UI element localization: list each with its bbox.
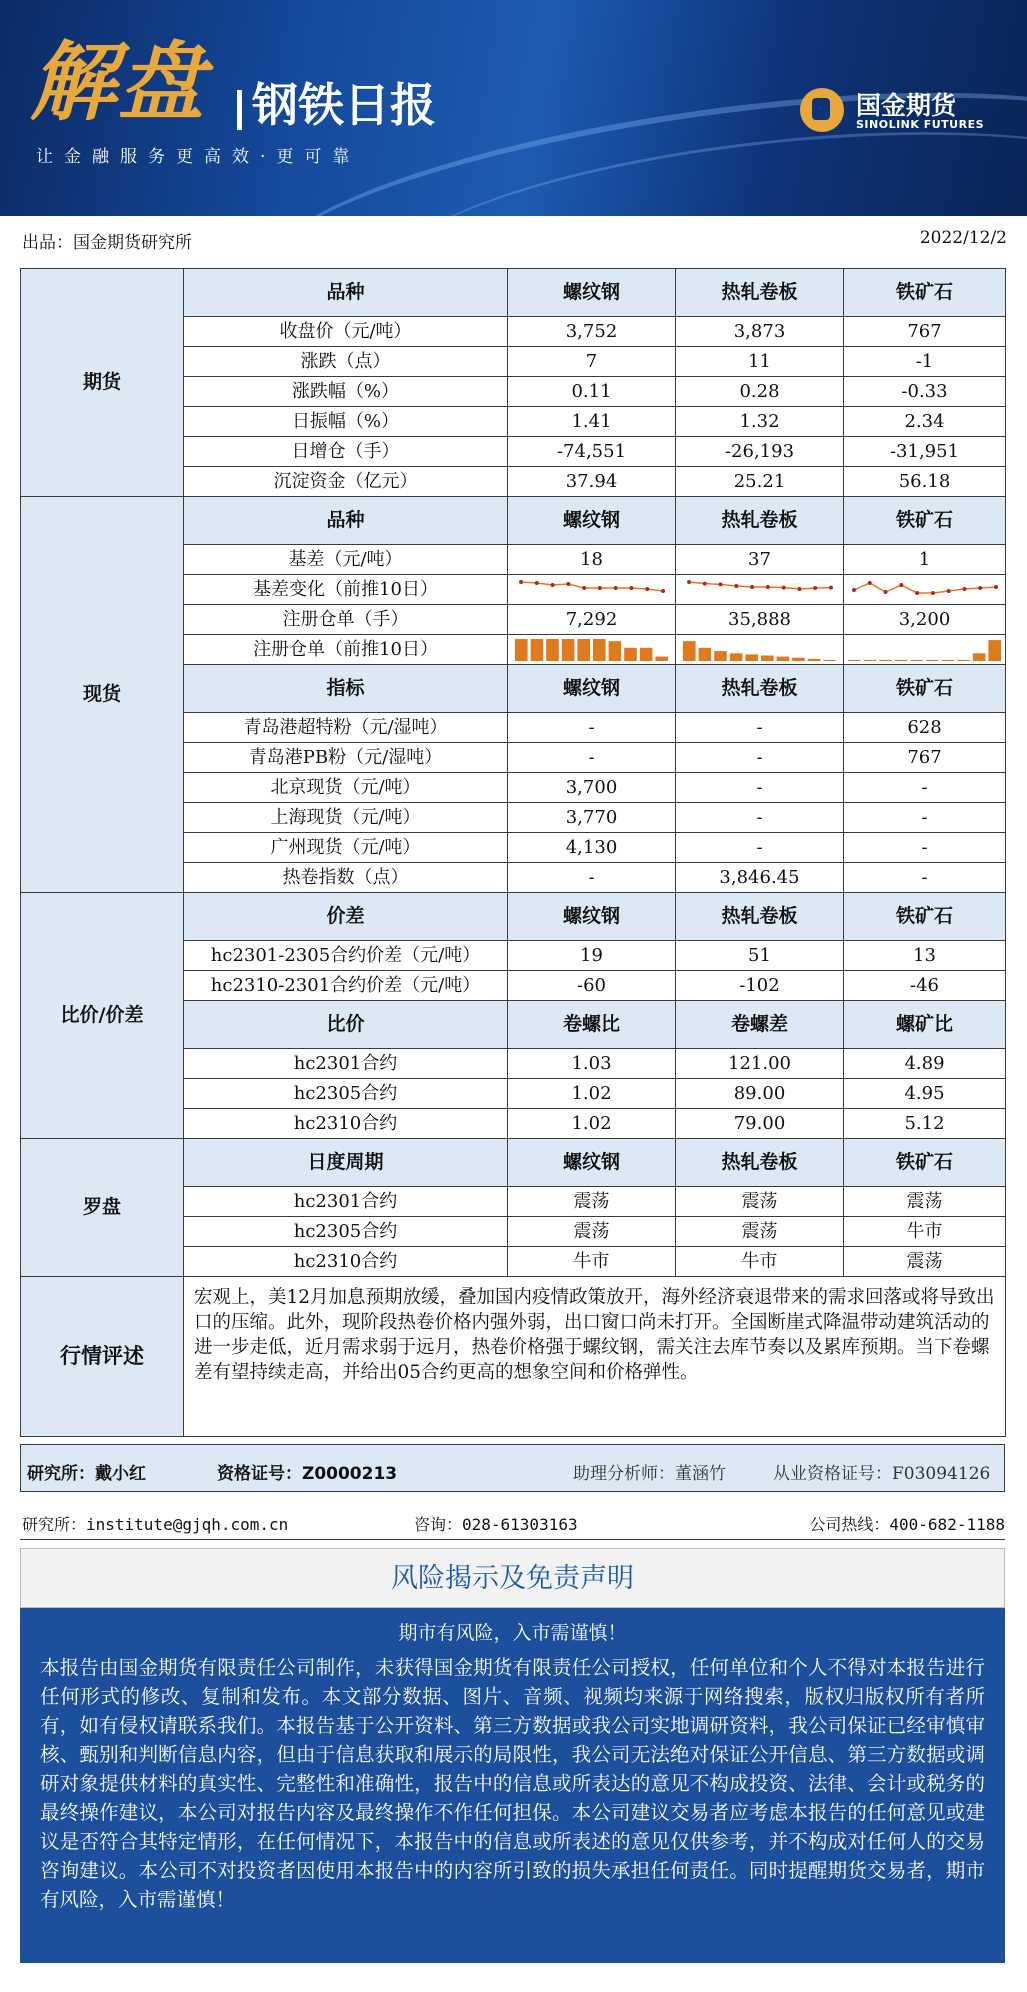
cell: 2.34: [844, 407, 1006, 437]
header-ore: 铁矿石: [844, 497, 1006, 545]
assistant-analyst: 助理分析师：董涵竹: [573, 1464, 726, 1484]
report-date: 2022/12/2: [919, 228, 1007, 248]
warrant-sparkbar-ore: [844, 635, 1006, 665]
cell: -: [676, 743, 844, 773]
cell: -: [844, 773, 1006, 803]
sparkline-path: [521, 582, 663, 591]
sparkline-point: [797, 587, 801, 591]
header-ore: 铁矿石: [844, 893, 1006, 941]
row-label: 沉淀资金（亿元）: [184, 467, 508, 497]
row-label: 注册仓单（前推10日）: [184, 635, 508, 665]
cell: -: [676, 773, 844, 803]
cell: 1.32: [676, 407, 844, 437]
cell: -1: [844, 347, 1006, 377]
cell: 7: [508, 347, 676, 377]
header-rebar: 螺纹钢: [508, 1139, 676, 1187]
row-label: 青岛港超特粉（元/湿吨）: [184, 713, 508, 743]
row-label: hc2305合约: [184, 1079, 508, 1109]
sparkbar-bar: [515, 639, 528, 661]
sparkbar-bar: [530, 639, 543, 661]
header-ore: 铁矿石: [844, 665, 1006, 713]
sparkbar-bar: [776, 656, 789, 660]
header-banner: [0, 0, 1027, 216]
sparkline-point: [566, 582, 570, 586]
section-spot: 现货: [21, 497, 184, 893]
sparkline-point: [613, 586, 617, 590]
spread-header-row: [21, 893, 1006, 941]
contact-hotline: 公司热线：400-682-1188: [809, 1515, 1005, 1534]
header-hrc: 热轧卷板: [676, 497, 844, 545]
cell: 4.89: [844, 1049, 1006, 1079]
basis-sparkline-rebar: [508, 575, 676, 605]
row-label: 北京现货（元/吨）: [184, 773, 508, 803]
market-comment: 宏观上，美12月加息预期放缓，叠加国内疫情政策放开，海外经济衰退带来的需求回落或将导致出口的压缩。此外，现阶段热卷价格内强外弱，出口窗口尚未打开。全国断崖式降温带动建筑活动的进一步走低，近月需求弱于远月，热卷价格强于螺纹钢，需关注去库节奏以及累库预期。当下卷螺差有望持续走高，并给出05合约更高的想象空间和价格弹性。: [184, 1277, 1006, 1437]
row-label: hc2310合约: [184, 1109, 508, 1139]
cell: 震荡: [676, 1217, 844, 1247]
brand-name-en: SINOLINK FUTURES: [856, 118, 985, 131]
sparkbar: [514, 637, 670, 663]
report-meta: [22, 226, 1007, 252]
sparkline-point: [718, 582, 722, 586]
sparkbar-bar: [926, 659, 939, 660]
cell: 1.41: [508, 407, 676, 437]
header-rebar: 螺纹钢: [508, 497, 676, 545]
header-variety: 品种: [184, 497, 508, 545]
section-comment: 行情评述: [21, 1277, 184, 1437]
cell: -: [844, 803, 1006, 833]
logo-jiepan: 解盘: [30, 32, 206, 133]
cell: 37: [676, 545, 844, 575]
cell: -: [844, 833, 1006, 863]
brand-name-cn: 国金期货: [856, 91, 957, 120]
sparkbar-bar: [957, 659, 970, 660]
cell: 震荡: [844, 1247, 1006, 1277]
sparkbar-bar: [683, 641, 696, 661]
report-title: 钢铁日报: [252, 78, 436, 132]
header-ore: 铁矿石: [844, 1139, 1006, 1187]
sparkbar-bar: [546, 639, 559, 661]
cell: 3,846.45: [676, 863, 844, 893]
contact-phone: 咨询：028-61303163: [414, 1515, 578, 1534]
sparkline-point: [519, 580, 523, 584]
cell: 4.95: [844, 1079, 1006, 1109]
sparkbar-bar: [714, 651, 727, 661]
cell: 震荡: [508, 1217, 676, 1247]
cell: 0.28: [676, 377, 844, 407]
header-rebar-ore-ratio: 螺矿比: [844, 1001, 1006, 1049]
sparkline-point: [687, 580, 691, 584]
sparkline-point: [661, 589, 665, 593]
slogan: 让金融服务更高效·更可靠: [36, 147, 361, 167]
cell: 1.02: [508, 1109, 676, 1139]
sparkline-point: [734, 584, 738, 588]
row-label: hc2305合约: [184, 1217, 508, 1247]
contact-bar: [20, 1500, 1005, 1540]
sparkline-point: [813, 586, 817, 590]
spot-header-row: [21, 497, 1006, 545]
cell: -: [508, 743, 676, 773]
row-label: hc2310合约: [184, 1247, 508, 1277]
cell: 18: [508, 545, 676, 575]
header-hrc: 热轧卷板: [676, 893, 844, 941]
cell: 牛市: [508, 1247, 676, 1277]
sparkline-point: [978, 586, 982, 590]
sparkline-point: [852, 588, 856, 592]
analyst-bar: [20, 1444, 1005, 1492]
row-label: 注册仓单（手）: [184, 605, 508, 635]
cell: 0.11: [508, 377, 676, 407]
row-label: 上海现货（元/吨）: [184, 803, 508, 833]
sparkbar-bar: [624, 647, 637, 660]
futures-header-row: [21, 269, 1006, 317]
sparkbar-bar: [823, 659, 836, 660]
sparkbar-bar: [863, 659, 876, 660]
sparkline-point: [765, 585, 769, 589]
cell: 3,752: [508, 317, 676, 347]
header-coil-rebar-spread: 卷螺差: [676, 1001, 844, 1049]
sparkbar-bar: [792, 657, 805, 660]
sparkbar-bar: [879, 659, 892, 660]
researcher: 研究所：戴小红: [27, 1464, 146, 1484]
cell: 4,130: [508, 833, 676, 863]
sparkbar: [847, 637, 1003, 663]
header-rebar: 螺纹钢: [508, 269, 676, 317]
cell: 5.12: [844, 1109, 1006, 1139]
section-futures: 期货: [21, 269, 184, 497]
cell: -31,951: [844, 437, 1006, 467]
header-ore: 铁矿石: [844, 269, 1006, 317]
sparkline-point: [645, 587, 649, 591]
cell: 1.02: [508, 1079, 676, 1109]
sparkbar-bar: [972, 653, 985, 661]
sparkline-point: [597, 586, 601, 590]
basis-sparkline-ore: [844, 575, 1006, 605]
header-ratio: 比价: [184, 1001, 508, 1049]
section-spread: 比价/价差: [21, 893, 184, 1139]
sparkline-point: [582, 586, 586, 590]
researcher-cert: 资格证号：Z0000213: [217, 1464, 398, 1484]
sparkbar-bar: [698, 647, 711, 660]
cell: 89.00: [676, 1079, 844, 1109]
logo-divider: [237, 90, 242, 130]
cell: 3,770: [508, 803, 676, 833]
cell: 牛市: [844, 1217, 1006, 1247]
cell: 牛市: [676, 1247, 844, 1277]
header-hrc: 热轧卷板: [676, 269, 844, 317]
row-label: hc2310-2301合约价差（元/吨）: [184, 971, 508, 1001]
sparkline-point: [550, 583, 554, 587]
sparkbar-bar: [745, 654, 758, 661]
row-label: 热卷指数（点）: [184, 863, 508, 893]
cell: 121.00: [676, 1049, 844, 1079]
sparkline-path: [689, 582, 831, 589]
sparkline-point: [899, 583, 903, 587]
cell: -: [676, 833, 844, 863]
cell: 1: [844, 545, 1006, 575]
sparkbar-bar: [988, 640, 1001, 661]
sparkline-point: [867, 581, 871, 585]
sparkbar-bar: [561, 639, 574, 661]
cell: 79.00: [676, 1109, 844, 1139]
row-label: 广州现货（元/吨）: [184, 833, 508, 863]
risk-body: 本报告由国金期货有限责任公司制作，未获得国金期货有限责任公司授权，任何单位和个人不得对本报告进行任何形式的修改、复制和发布。本文部分数据、图片、音频、视频均来源于网络搜索，版权归版权所有者所有，如有侵权请联系我们。本报告基于公开资料、第三方数据或我公司实地调研资料，我公司保证已经审慎审核、甄别和判断信息内容，但由于信息获取和展示的局限性，我公司无法绝对保证公开信息、第三方数据或调研对象提供材料的真实性、完整性和准确性，报告中的信息或所表达的意见不构成投资、法律、会计或税务的最终操作建议，本公司对报告内容及最终操作不作任何担保。本公司建议交易者应考虑本报告的任何意见或建议是否符合其特定情形，在任何情况下，本报告中的信息或所表述的意见仅供参考，并不构成对任何人的交易咨询建议。本公司不对投资者因使用本报告中的内容所引致的损失承担任何责任。同时提醒期货交易者，期市有风险，入市需谨慎！: [40, 1656, 985, 1911]
sparkbar-bar: [729, 653, 742, 661]
cell: -: [676, 803, 844, 833]
header-indicator: 指标: [184, 665, 508, 713]
row-label: 涨跌幅（%）: [184, 377, 508, 407]
data-table: [20, 268, 1006, 1437]
cell: -26,193: [676, 437, 844, 467]
cell: -: [508, 863, 676, 893]
sparkline: [685, 577, 835, 603]
cell: 35,888: [676, 605, 844, 635]
sparkline-point: [534, 581, 538, 585]
cell: 7,292: [508, 605, 676, 635]
sparkline-point: [781, 585, 785, 589]
header-hrc: 热轧卷板: [676, 665, 844, 713]
row-label: 基差（元/吨）: [184, 545, 508, 575]
sparkline-point: [915, 591, 919, 595]
cell: -: [676, 713, 844, 743]
sparkline-point: [946, 589, 950, 593]
sparkline-point: [930, 591, 934, 595]
header-rebar: 螺纹钢: [508, 893, 676, 941]
contact-email: 研究所：institute@gjqh.com.cn: [22, 1515, 289, 1534]
sparkline-point: [702, 581, 706, 585]
cell: 11: [676, 347, 844, 377]
cell: -0.33: [844, 377, 1006, 407]
row-label: 涨跌（点）: [184, 347, 508, 377]
report-source: 出品：国金期货研究所: [22, 233, 192, 253]
row-label: 收盘价（元/吨）: [184, 317, 508, 347]
cell: 1.03: [508, 1049, 676, 1079]
sparkline-point: [994, 585, 998, 589]
basis-sparkline-hrc: [676, 575, 844, 605]
sparkbar-bar: [894, 659, 907, 660]
sparkbar: [682, 637, 838, 663]
cell: 震荡: [676, 1187, 844, 1217]
compass-header-row: [21, 1139, 1006, 1187]
row-label: 日增仓（手）: [184, 437, 508, 467]
sparkline: [850, 577, 1000, 603]
assistant-cert: 从业资格证号：F03094126: [773, 1464, 991, 1484]
sparkline: [517, 577, 667, 603]
risk-title: 风险揭示及免责声明: [20, 1548, 1005, 1608]
sparkbar-bar: [761, 655, 774, 661]
cell: -74,551: [508, 437, 676, 467]
comment-row: [21, 1277, 1006, 1437]
cell: 37.94: [508, 467, 676, 497]
sparkline-point: [750, 585, 754, 589]
sparkbar-bar: [577, 639, 590, 661]
sparkbar-bar: [848, 659, 861, 660]
sparkbar-bar: [639, 647, 652, 660]
brand-logo-icon: [800, 88, 844, 132]
cell: 767: [844, 317, 1006, 347]
sparkline-point: [829, 585, 833, 589]
header-hrc: 热轧卷板: [676, 1139, 844, 1187]
row-label: hc2301-2305合约价差（元/吨）: [184, 941, 508, 971]
cell: 767: [844, 743, 1006, 773]
row-label: hc2301合约: [184, 1049, 508, 1079]
cell: -: [844, 863, 1006, 893]
sparkbar-bar: [593, 639, 606, 661]
row-label: 基差变化（前推10日）: [184, 575, 508, 605]
header-rebar: 螺纹钢: [508, 665, 676, 713]
cell: 13: [844, 941, 1006, 971]
sparkline-point: [629, 586, 633, 590]
cell: 震荡: [508, 1187, 676, 1217]
cell: 628: [844, 713, 1006, 743]
cell: -60: [508, 971, 676, 1001]
cell: 25.21: [676, 467, 844, 497]
cell: 51: [676, 941, 844, 971]
row-label: 日振幅（%）: [184, 407, 508, 437]
sparkline-path: [854, 583, 996, 593]
header-variety: 品种: [184, 269, 508, 317]
warrant-sparkbar-hrc: [676, 635, 844, 665]
sparkline-point: [883, 590, 887, 594]
header-coil-rebar-ratio: 卷螺比: [508, 1001, 676, 1049]
row-label: 青岛港PB粉（元/湿吨）: [184, 743, 508, 773]
cell: -102: [676, 971, 844, 1001]
cell: 3,200: [844, 605, 1006, 635]
risk-disclaimer: [20, 1608, 1005, 1963]
cell: 19: [508, 941, 676, 971]
sparkline-point: [962, 587, 966, 591]
cell: 56.18: [844, 467, 1006, 497]
cell: 3,700: [508, 773, 676, 803]
sparkbar-bar: [941, 659, 954, 660]
cell: 3,873: [676, 317, 844, 347]
cell: 震荡: [844, 1187, 1006, 1217]
sparkbar-bar: [807, 658, 820, 660]
sparkbar-bar: [655, 656, 668, 660]
section-compass: 罗盘: [21, 1139, 184, 1277]
cell: -46: [844, 971, 1006, 1001]
header-daily-cycle: 日度周期: [184, 1139, 508, 1187]
row-label: hc2301合约: [184, 1187, 508, 1217]
sparkbar-bar: [910, 659, 923, 660]
header-spread: 价差: [184, 893, 508, 941]
cell: -: [508, 713, 676, 743]
risk-headline: 期市有风险，入市需谨慎！: [398, 1622, 627, 1644]
sparkbar-bar: [608, 641, 621, 661]
warrant-sparkbar-rebar: [508, 635, 676, 665]
